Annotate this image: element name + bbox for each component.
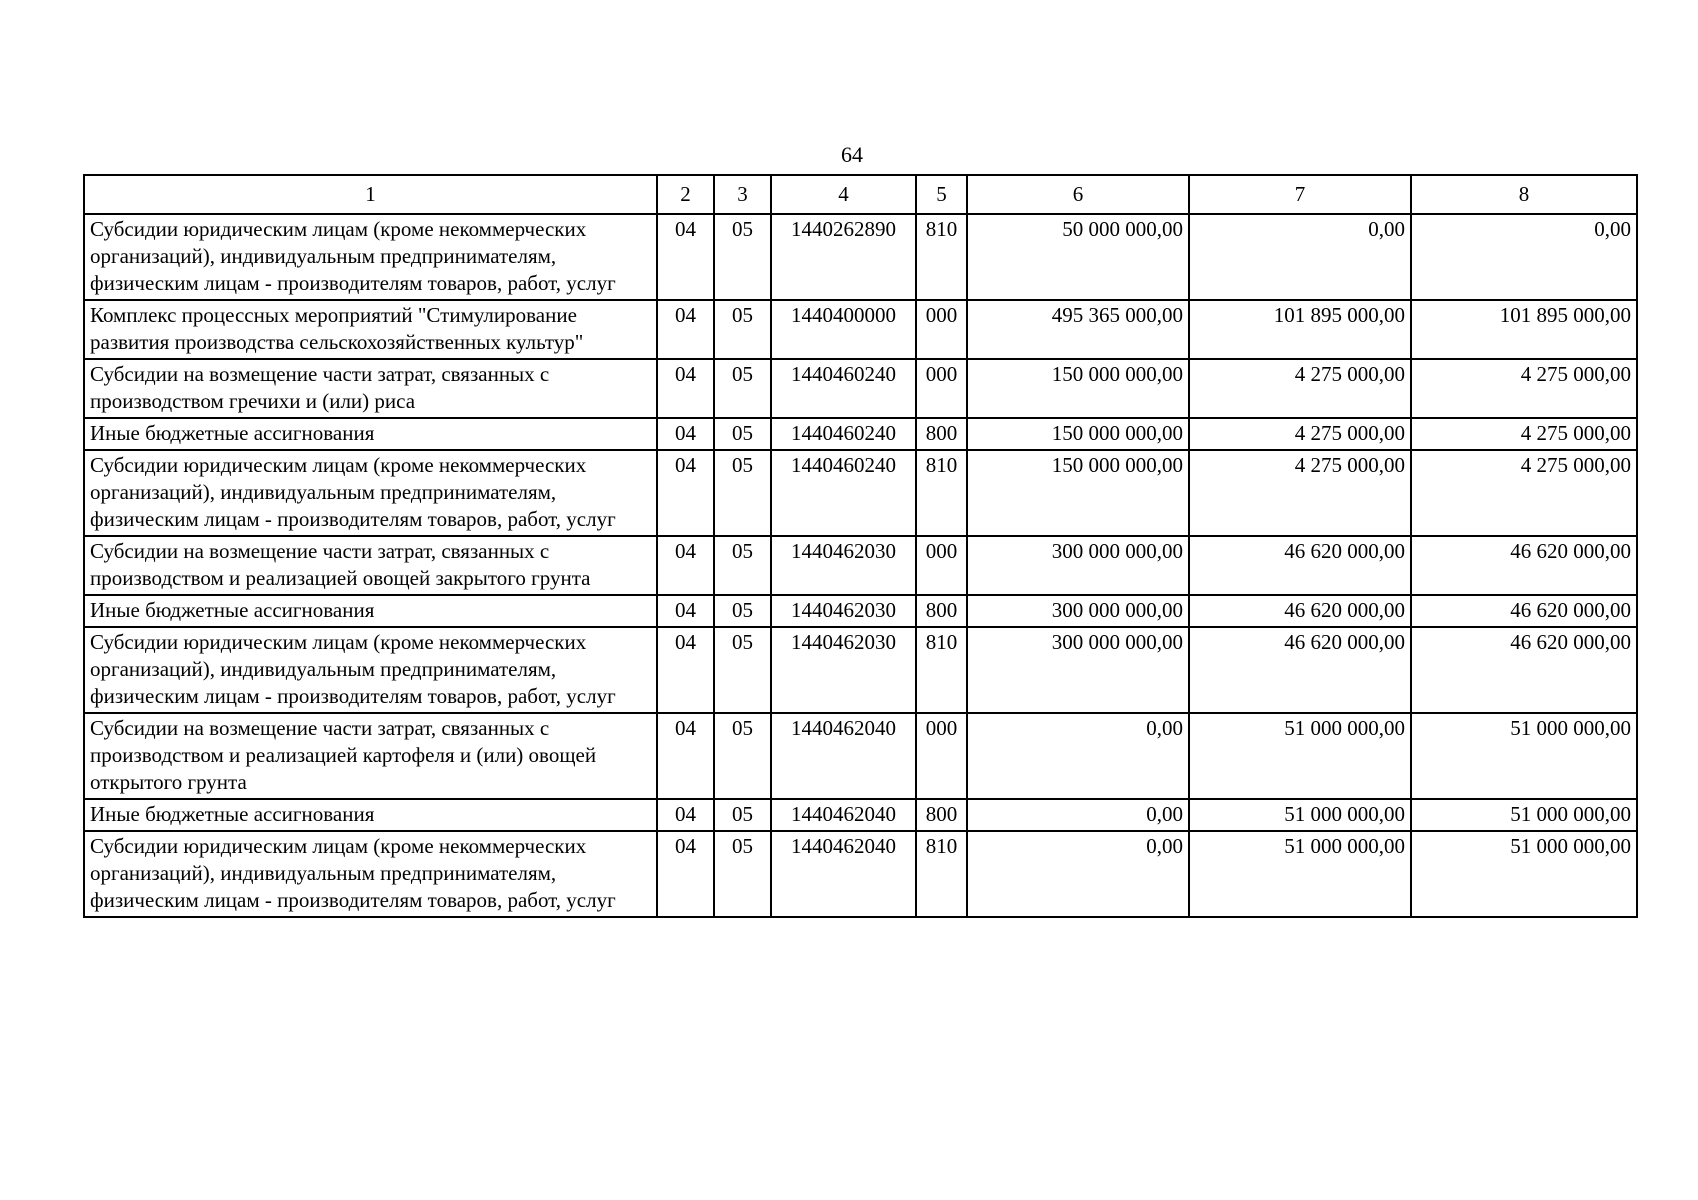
row-amount-6: 300 000 000,00 xyxy=(967,627,1189,713)
row-code-5: 810 xyxy=(916,831,967,917)
row-code-5: 810 xyxy=(916,450,967,536)
table-row xyxy=(84,713,1637,799)
row-amount-8: 51 000 000,00 xyxy=(1411,831,1637,917)
row-code-3: 05 xyxy=(714,831,771,917)
budget-table xyxy=(83,174,1638,918)
row-amount-6: 50 000 000,00 xyxy=(967,214,1189,300)
row-code-5: 000 xyxy=(916,300,967,359)
row-code-2: 04 xyxy=(657,831,714,917)
row-amount-8: 46 620 000,00 xyxy=(1411,627,1637,713)
table-row xyxy=(84,300,1637,359)
row-amount-8: 0,00 xyxy=(1411,214,1637,300)
row-code-2: 04 xyxy=(657,799,714,831)
row-description: Субсидии на возмещение части затрат, связанных с производством и реализацией картофеля и (или) овощей открытого грунта xyxy=(84,713,657,799)
row-amount-6: 0,00 xyxy=(967,799,1189,831)
table-row xyxy=(84,418,1637,450)
row-amount-6: 0,00 xyxy=(967,831,1189,917)
row-amount-6: 495 365 000,00 xyxy=(967,300,1189,359)
header-col-6: 6 xyxy=(967,175,1189,214)
row-code-5: 810 xyxy=(916,627,967,713)
row-amount-6: 0,00 xyxy=(967,713,1189,799)
row-amount-7: 4 275 000,00 xyxy=(1189,418,1411,450)
row-code-3: 05 xyxy=(714,300,771,359)
row-amount-6: 300 000 000,00 xyxy=(967,536,1189,595)
row-amount-7: 51 000 000,00 xyxy=(1189,799,1411,831)
row-code-2: 04 xyxy=(657,359,714,418)
row-description: Иные бюджетные ассигнования xyxy=(84,418,657,450)
row-code-3: 05 xyxy=(714,595,771,627)
row-code-2: 04 xyxy=(657,300,714,359)
row-amount-8: 46 620 000,00 xyxy=(1411,536,1637,595)
row-code-2: 04 xyxy=(657,418,714,450)
row-amount-7: 4 275 000,00 xyxy=(1189,359,1411,418)
row-amount-7: 51 000 000,00 xyxy=(1189,713,1411,799)
table-row xyxy=(84,831,1637,917)
row-amount-8: 4 275 000,00 xyxy=(1411,450,1637,536)
row-amount-8: 51 000 000,00 xyxy=(1411,713,1637,799)
row-description: Субсидии юридическим лицам (кроме некоммерческих организаций), индивидуальным предпринимателям, физическим лицам - производителям товаров, работ, услуг xyxy=(84,450,657,536)
header-col-8: 8 xyxy=(1411,175,1637,214)
row-code-4: 1440462040 xyxy=(771,831,916,917)
header-col-4: 4 xyxy=(771,175,916,214)
table-row xyxy=(84,536,1637,595)
row-description: Субсидии юридическим лицам (кроме некоммерческих организаций), индивидуальным предпринимателям, физическим лицам - производителям товаров, работ, услуг xyxy=(84,214,657,300)
row-amount-6: 150 000 000,00 xyxy=(967,418,1189,450)
row-amount-8: 4 275 000,00 xyxy=(1411,418,1637,450)
header-col-2: 2 xyxy=(657,175,714,214)
row-description: Иные бюджетные ассигнования xyxy=(84,799,657,831)
header-row xyxy=(84,175,1637,214)
row-code-5: 800 xyxy=(916,595,967,627)
table-row xyxy=(84,799,1637,831)
row-code-4: 1440400000 xyxy=(771,300,916,359)
row-description: Субсидии на возмещение части затрат, связанных с производством и реализацией овощей закрытого грунта xyxy=(84,536,657,595)
row-code-3: 05 xyxy=(714,418,771,450)
row-code-5: 800 xyxy=(916,799,967,831)
row-code-5: 000 xyxy=(916,359,967,418)
row-code-2: 04 xyxy=(657,536,714,595)
row-code-5: 000 xyxy=(916,713,967,799)
row-code-4: 1440462030 xyxy=(771,627,916,713)
row-amount-8: 51 000 000,00 xyxy=(1411,799,1637,831)
row-amount-7: 101 895 000,00 xyxy=(1189,300,1411,359)
row-code-4: 1440460240 xyxy=(771,359,916,418)
page-number: 64 xyxy=(841,142,863,167)
header-col-3: 3 xyxy=(714,175,771,214)
row-description: Субсидии юридическим лицам (кроме некоммерческих организаций), индивидуальным предпринимателям, физическим лицам - производителям товаров, работ, услуг xyxy=(84,627,657,713)
row-amount-7: 4 275 000,00 xyxy=(1189,450,1411,536)
table-row xyxy=(84,627,1637,713)
row-code-2: 04 xyxy=(657,713,714,799)
row-code-2: 04 xyxy=(657,214,714,300)
row-code-3: 05 xyxy=(714,799,771,831)
header-col-7: 7 xyxy=(1189,175,1411,214)
row-code-3: 05 xyxy=(714,536,771,595)
table-row xyxy=(84,214,1637,300)
row-amount-6: 150 000 000,00 xyxy=(967,450,1189,536)
row-amount-7: 46 620 000,00 xyxy=(1189,595,1411,627)
table-row xyxy=(84,595,1637,627)
row-amount-6: 300 000 000,00 xyxy=(967,595,1189,627)
row-code-2: 04 xyxy=(657,595,714,627)
row-code-2: 04 xyxy=(657,627,714,713)
row-amount-8: 46 620 000,00 xyxy=(1411,595,1637,627)
table-row xyxy=(84,359,1637,418)
row-code-3: 05 xyxy=(714,450,771,536)
row-code-5: 810 xyxy=(916,214,967,300)
row-amount-7: 51 000 000,00 xyxy=(1189,831,1411,917)
row-description: Комплекс процессных мероприятий "Стимулирование развития производства сельскохозяйственных культур" xyxy=(84,300,657,359)
row-amount-8: 101 895 000,00 xyxy=(1411,300,1637,359)
row-code-3: 05 xyxy=(714,713,771,799)
row-description: Субсидии на возмещение части затрат, связанных с производством гречихи и (или) риса xyxy=(84,359,657,418)
row-description: Иные бюджетные ассигнования xyxy=(84,595,657,627)
row-amount-7: 46 620 000,00 xyxy=(1189,627,1411,713)
table-row xyxy=(84,450,1637,536)
row-code-4: 1440462040 xyxy=(771,713,916,799)
row-code-4: 1440460240 xyxy=(771,450,916,536)
row-code-3: 05 xyxy=(714,214,771,300)
row-code-4: 1440462040 xyxy=(771,799,916,831)
row-amount-7: 0,00 xyxy=(1189,214,1411,300)
row-code-4: 1440262890 xyxy=(771,214,916,300)
row-code-3: 05 xyxy=(714,627,771,713)
row-amount-7: 46 620 000,00 xyxy=(1189,536,1411,595)
row-code-5: 000 xyxy=(916,536,967,595)
header-col-1: 1 xyxy=(84,175,657,214)
row-description: Субсидии юридическим лицам (кроме некоммерческих организаций), индивидуальным предпринимателям, физическим лицам - производителям товаров, работ, услуг xyxy=(84,831,657,917)
row-amount-8: 4 275 000,00 xyxy=(1411,359,1637,418)
header-col-5: 5 xyxy=(916,175,967,214)
row-code-4: 1440462030 xyxy=(771,536,916,595)
row-code-2: 04 xyxy=(657,450,714,536)
row-code-4: 1440460240 xyxy=(771,418,916,450)
row-code-4: 1440462030 xyxy=(771,595,916,627)
row-code-3: 05 xyxy=(714,359,771,418)
row-amount-6: 150 000 000,00 xyxy=(967,359,1189,418)
row-code-5: 800 xyxy=(916,418,967,450)
